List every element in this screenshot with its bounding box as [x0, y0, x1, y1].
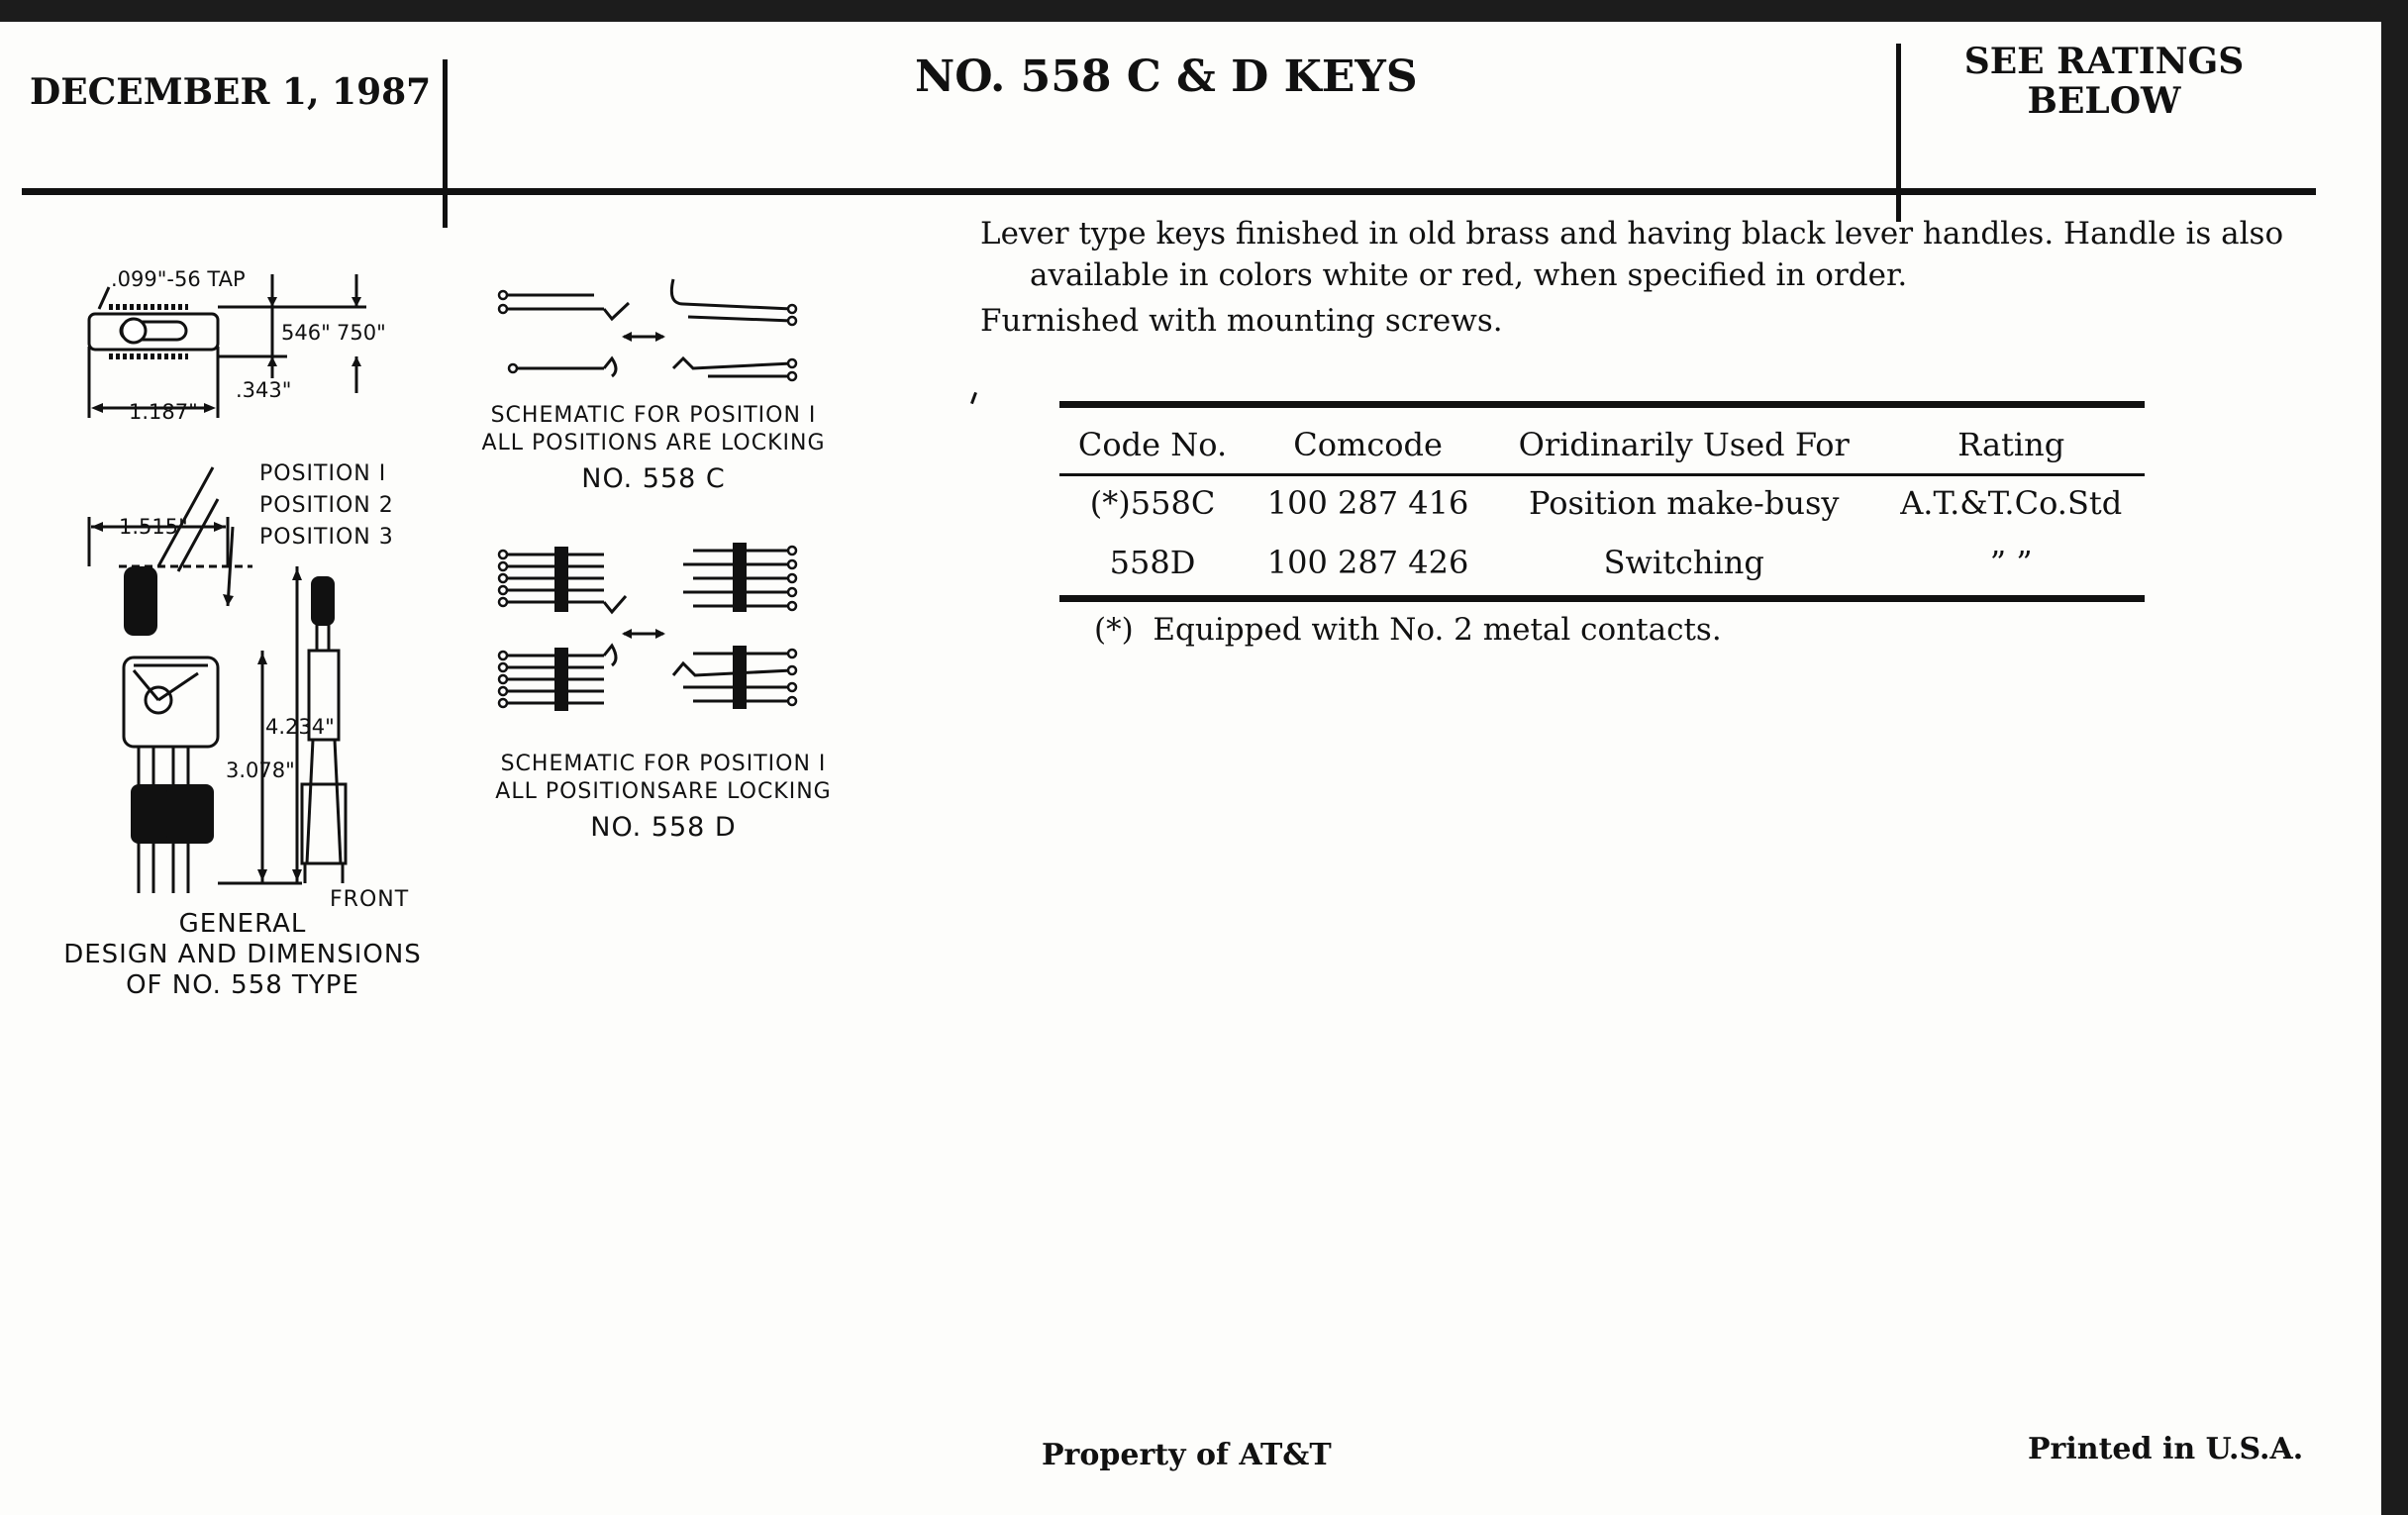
table-row: [1059, 475, 2145, 537]
schematic-558d-line2: ALL POSITIONSARE LOCKING: [495, 779, 832, 804]
dim-1187: 1.187": [129, 400, 198, 424]
cell-comcode: 100 287 416: [1266, 484, 1469, 522]
schematic-558d-caption: [465, 751, 861, 806]
column-header-comcode: Comcode: [1246, 405, 1490, 475]
dim-1515: 1.515": [119, 515, 188, 539]
printed-footer: Printed in U.S.A.: [2028, 1432, 2304, 1466]
schematic-558c-line2: ALL POSITIONS ARE LOCKING: [481, 431, 826, 455]
spec-card: [0, 22, 2381, 1515]
dim-546: 546": [281, 321, 331, 345]
date-heading: DECEMBER 1, 1987: [30, 71, 432, 113]
schematic-558c-line1: SCHEMATIC FOR POSITION I: [490, 403, 817, 428]
description-line-1: Lever type keys finished in old brass and having black lever handles. Handle is also: [980, 216, 2284, 252]
schematic-558c-name: NO. 558 C: [581, 463, 726, 494]
column-header-used-for: Oridinarily Used For: [1490, 405, 1877, 475]
position-2-label: POSITION 2: [259, 493, 394, 518]
schematic-558d-line1: SCHEMATIC FOR POSITION I: [500, 752, 827, 776]
table-header-row: [1059, 405, 2145, 475]
cell-used-for: Position make-busy: [1529, 484, 1840, 522]
cell-used-for: Switching: [1490, 536, 1877, 599]
cell-rating: A.T.&T.Co.Std: [1900, 484, 2123, 522]
ratings-note-line2: BELOW: [2027, 80, 2181, 122]
code-table: [1059, 401, 2145, 602]
ratings-note: [1941, 42, 2267, 121]
header-divider-right: [1896, 44, 1901, 222]
description-line-2: available in colors white or red, when specified in order.: [1030, 257, 1908, 293]
table-footnote: (*) Equipped with No. 2 metal contacts.: [1094, 612, 1722, 648]
dim-343: .343": [236, 378, 292, 402]
property-footer: Property of AT&T: [1042, 1438, 1332, 1472]
table-row: [1059, 536, 2145, 599]
schematic-558c-drawing: [495, 259, 812, 388]
position-3-label: POSITION 3: [259, 525, 394, 550]
schematic-558d-name: NO. 558 D: [590, 812, 737, 843]
ratings-note-line1: SEE RATINGS: [1963, 41, 2245, 82]
dim-4234: 4.234": [265, 715, 335, 739]
cell-rating: ” ”: [1877, 536, 2145, 599]
general-caption-line1: GENERAL: [178, 909, 307, 939]
stray-mark: [970, 392, 977, 404]
dim-750: 750": [337, 321, 386, 345]
cell-comcode: 100 287 426: [1246, 536, 1490, 599]
schematic-558d-drawing: [495, 537, 812, 735]
column-header-code: Code No.: [1059, 405, 1246, 475]
header-divider-left: [443, 59, 448, 228]
cell-code: (*)558C: [1089, 484, 1216, 522]
description-line-3: Furnished with mounting screws.: [980, 303, 1503, 339]
general-caption-line2: DESIGN AND DIMENSIONS: [63, 940, 422, 969]
schematic-558c-caption: [465, 402, 842, 457]
cell-code: 558D: [1059, 536, 1246, 599]
position-1-label: POSITION I: [259, 461, 387, 486]
general-caption-line3: OF NO. 558 TYPE: [126, 970, 359, 1000]
column-header-rating: Rating: [1877, 405, 2145, 475]
dim-3078: 3.078": [226, 758, 295, 782]
general-caption: [40, 909, 446, 1001]
header-rule: [22, 188, 2316, 195]
front-label: FRONT: [330, 887, 410, 912]
page-title: NO. 558 C & D KEYS: [915, 51, 1418, 102]
tap-label: .099"-56 TAP: [111, 267, 246, 291]
